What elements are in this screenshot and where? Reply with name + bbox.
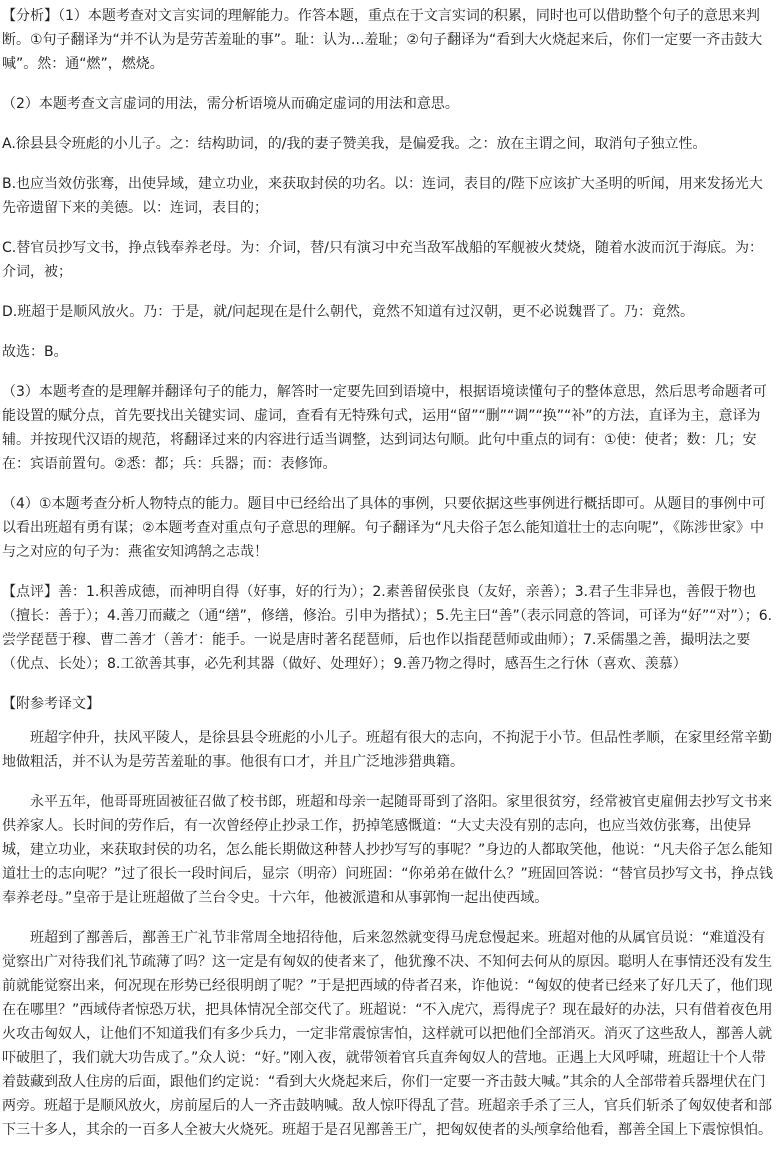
- analysis-text-1: （1）本题考查对文言实词的理解能力。作答本题，重点在于文言实词的积累，同时也可以借助整个句子的意思来判断。①句子翻译为“并不认为是劳苦羞耻的事”。耻：认为...羞耻；②句子翻译为“看到大火烧起来后，你们一定要一齐击鼓大喊”。然：通“燃”，燃烧。: [2, 8, 763, 72]
- translation-paragraph-2: 永平五年，他哥哥班固被征召做了校书郎，班超和母亲一起随哥哥到了洛阳。家里很贫穷，经常被官吏雇佣去抄写文书来供养家人。长时间的劳作后，有一次曾经停止抄录工作，扔掉笔感慨道：“大丈夫没有别的志向，也应当效仿张骞，出使异城，建立功业，来获取封侯的功名，怎么能长期做这种替人抄抄写写的事呢？”身边的人都取笑他，他说：“凡夫俗子怎么能知道壮士的志向呢？”过了很长一段时间后，显宗（明帝）问班固：“你弟弟在做什么？”班固回答说：“替官员抄写文书，挣点钱奉养老母。”皇帝于是让班超做了兰台令史。十六年，他被派遣和从事郭恂一起出使西域。: [2, 794, 774, 906]
- comment-label: 【点评】: [2, 584, 58, 600]
- analysis-part-2: （2）本题考查文言虚词的用法，需分析语境从而确定虚词的用法和意思。: [2, 96, 459, 112]
- analysis-option-c: C.替官员抄写文书，挣点钱奉养老母。为：介词，替/只有演习中充当敌军战船的军舰被火焚烧，随着水波而沉于海底。为：介词，被；: [2, 240, 763, 280]
- analysis-option-a: A.徐县县令班彪的小儿子。之：结构助词，的/我的妻子赞美我，是偏爱我。之：放在主谓之间，取消句子独立性。: [2, 136, 707, 152]
- analysis-option-b: B.也应当效仿张骞，出使异域，建立功业，来获取封侯的功名。以：连词，表目的/陛下应该扩大圣明的听闻，用来发扬光大先帝遗留下来的美德。以：连词，表目的；: [2, 176, 763, 216]
- analysis-part-3: （3）本题考查的是理解并翻译句子的能力，解答时一定要先回到语境中，根据语境读懂句子的整体意思，然后思考命题者可能设置的赋分点，首先要找出关键实词、虚词，查看有无特殊句式，运用“留”“删”“调”“换”“补”的方法，直译为主，意译为辅。并按现代汉语的规范，将翻译过来的内容进行适当调整，达到词达句顺。此句中重点的词有：①使：使者；数：几；安在：宾语前置句。②悉：都；兵：兵器；而：表修饰。: [2, 384, 767, 472]
- answer-choice: 故选：B。: [2, 344, 68, 360]
- translation-label: 【附参考译文】: [2, 696, 100, 712]
- analysis-part-4: （4）①本题考查分析人物特点的能力。题目中已经给出了具体的事例，只要依据这些事例进行概括即可。从题目的事例中可以看出班超有勇有谋；②本题考查对重点句子意思的理解。句子翻译为“凡夫俗子怎么能知道壮士的志向呢”，《陈涉世家》中与之对应的句子为：燕雀安知鸿鹄之志哉！: [2, 496, 766, 560]
- translation-paragraph-3: 班超到了鄯善后，鄯善王广礼节非常周全地招待他，后来忽然就变得马虎怠慢起来。班超对他的从属官员说：“难道没有觉察出广对待我们礼节疏薄了吗？这一定是有匈奴的使者来了，他犹豫不决、不知何去何从的原因。聪明人在事情还没有发生前就能觉察出来，何况现在形势已经很明朗了呢？”于是把西域的侍者召来，诈他说：“匈奴的使者已经来了好几天了，他们现在在哪里？”西域侍者惊恐万状，把具体情况全部交代了。班超说：“不入虎穴，焉得虎子？现在最好的办法，只有借着夜色用火攻击匈奴人，让他们不知道我们有多少兵力，一定非常震惊害怕，这样就可以把他们全部消灭。消灭了这些敌人，鄯善人就吓破胆了，我们就大功告成了。”众人说：“好。”刚入夜，就带领着官兵直奔匈奴人的营地。正遇上大风呼啸，班超让十个人带着鼓藏到敌人住房的后面，跟他们约定说：“看到大火烧起来后，你们一定要一齐击鼓大喊。”其余的人全部带着兵器埋伏在门两旁。班超于是顺风放火，房前屋后的人一齐击鼓呐喊。敌人惊吓得乱了营。班超亲手杀了三人，官兵们斩杀了匈奴使者和部下三十多人，其余的一百多人全被大火烧死。班超于是召见鄯善王广，把匈奴使者的头颅拿给他看，鄯善全国上下震惊惧怕。: [2, 930, 773, 1138]
- analysis-option-d: D.班超于是顺风放火。乃：于是，就/问起现在是什么朝代，竟然不知道有过汉朝，更不必说魏晋了。乃：竟然。: [2, 304, 694, 320]
- analysis-part-1: [2, 4, 774, 76]
- translation-paragraph-1: 班超字仲升，扶风平陵人，是徐县县令班彪的小儿子。班超有很大的志向，不拘泥于小节。但品性孝顺，在家里经常辛勤地做粗活，并不认为是劳苦羞耻的事。他很有口才，并且广泛地涉猎典籍。: [2, 730, 772, 770]
- comment-text: 善：1.积善成德，而神明自得（好事，好的行为）；2.素善留侯张良（友好，亲善）；3.君子生非异也，善假于物也（擅长：善于）；4.善刀而藏之（通“缮”，修缮，修治。引申为揩拭）；5.先主曰“善”（表示同意的答词，可译为“好”“对”）；6.尝学琵琶于穆、曹二善才（善才：能手。一说是唐时著名琵琶师，后也作以指琵琶师或曲师）；7.采儒墨之善，撮明法之要（优点、长处）；8.工欲善其事，必先利其器（做好、处理好）；9.善乃物之得时，感吾生之行休（喜欢、羡慕）: [2, 584, 773, 672]
- comment-paragraph: [2, 580, 774, 676]
- analysis-label: 【分析】: [2, 8, 58, 24]
